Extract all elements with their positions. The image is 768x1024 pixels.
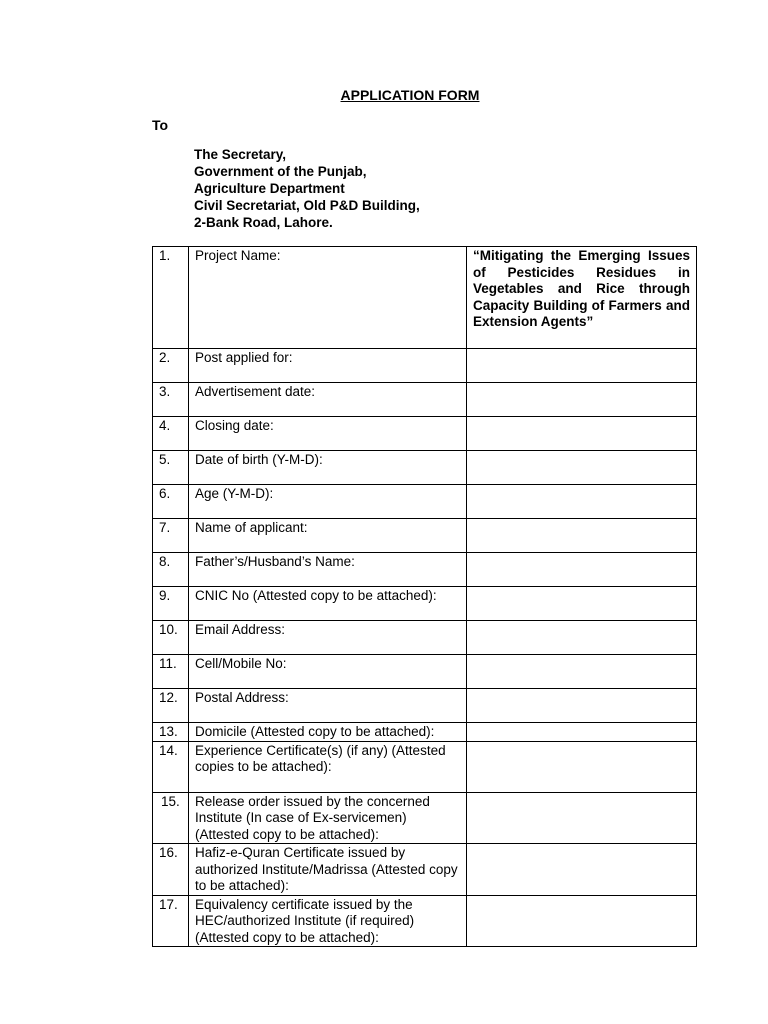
row-label: Postal Address: [189,689,467,723]
table-row [153,553,697,587]
row-number: 9. [153,587,189,621]
row-number: 3. [153,383,189,417]
row-number: 12. [153,689,189,723]
row-number: 4. [153,417,189,451]
row-number: 2. [153,349,189,383]
row-label: Advertisement date: [189,383,467,417]
row-label: CNIC No (Attested copy to be attached): [189,587,467,621]
table-row [153,895,697,947]
row-label: Hafiz-e-Quran Certificate issued by authorized Institute/Madrissa (Attested copy to be attached): [189,844,467,896]
row-label: Date of birth (Y-M-D): [189,451,467,485]
address-line: Government of the Punjab, [194,164,367,179]
table-row [153,621,697,655]
row-label: Release order issued by the concerned Institute (In case of Ex-servicemen) (Attested copy to be attached): [189,792,467,844]
table-row [153,451,697,485]
table-row [153,655,697,689]
project-name-value [467,247,697,349]
row-label: Domicile (Attested copy to be attached): [189,723,467,742]
table-row [153,792,697,844]
address-line: Civil Secretariat, Old P&D Building, [194,198,420,213]
table-row [153,349,697,383]
experience-certificate-field[interactable] [467,741,697,792]
table-row [153,587,697,621]
row-label: Name of applicant: [189,519,467,553]
address-line: Agriculture Department [194,181,345,196]
mobile-field[interactable] [467,655,697,689]
address-line: The Secretary, [194,147,287,162]
applicant-name-field[interactable] [467,519,697,553]
row-number: 5. [153,451,189,485]
post-applied-field[interactable] [467,349,697,383]
form-title: APPLICATION FORM [340,87,480,103]
father-husband-name-field[interactable] [467,553,697,587]
row-label: Equivalency certificate issued by the HEC/authorized Institute (if required) (Attested copy to be attached): [189,895,467,947]
row-label: Post applied for: [189,349,467,383]
project-name-text: “Mitigating the Emerging Issues of Pesticides Residues in Vegetables and Rice through Capacity Building of Farmers and Extension Agents” [473,248,690,329]
row-number: 15. [153,792,189,844]
address-line: 2-Bank Road, Lahore. [194,215,333,230]
row-label: Project Name: [189,247,467,349]
row-label: Email Address: [189,621,467,655]
row-number: 10. [153,621,189,655]
row-number: 6. [153,485,189,519]
row-number: 13. [153,723,189,742]
table-row [153,519,697,553]
application-form-table [152,246,697,947]
date-of-birth-field[interactable] [467,451,697,485]
cnic-field[interactable] [467,587,697,621]
table-row [153,741,697,792]
row-number: 11. [153,655,189,689]
table-row [153,485,697,519]
row-number: 16. [153,844,189,896]
closing-date-field[interactable] [467,417,697,451]
table-row [153,689,697,723]
hafiz-certificate-field[interactable] [467,844,697,896]
table-row [153,723,697,742]
row-label: Closing date: [189,417,467,451]
row-number: 8. [153,553,189,587]
postal-address-field[interactable] [467,689,697,723]
row-number: 1. [153,247,189,349]
row-label: Father’s/Husband’s Name: [189,553,467,587]
table-row [153,247,697,349]
to-label: To [152,117,169,133]
recipient-address [194,146,420,231]
table-row [153,844,697,896]
release-order-field[interactable] [467,792,697,844]
row-label: Age (Y-M-D): [189,485,467,519]
row-label: Cell/Mobile No: [189,655,467,689]
age-field[interactable] [467,485,697,519]
table-row [153,383,697,417]
row-number: 17. [153,895,189,947]
row-label: Experience Certificate(s) (if any) (Attested copies to be attached): [189,741,467,792]
email-field[interactable] [467,621,697,655]
row-number: 14. [153,741,189,792]
domicile-field[interactable] [467,723,697,742]
row-number: 7. [153,519,189,553]
table-row [153,417,697,451]
advertisement-date-field[interactable] [467,383,697,417]
equivalency-certificate-field[interactable] [467,895,697,947]
